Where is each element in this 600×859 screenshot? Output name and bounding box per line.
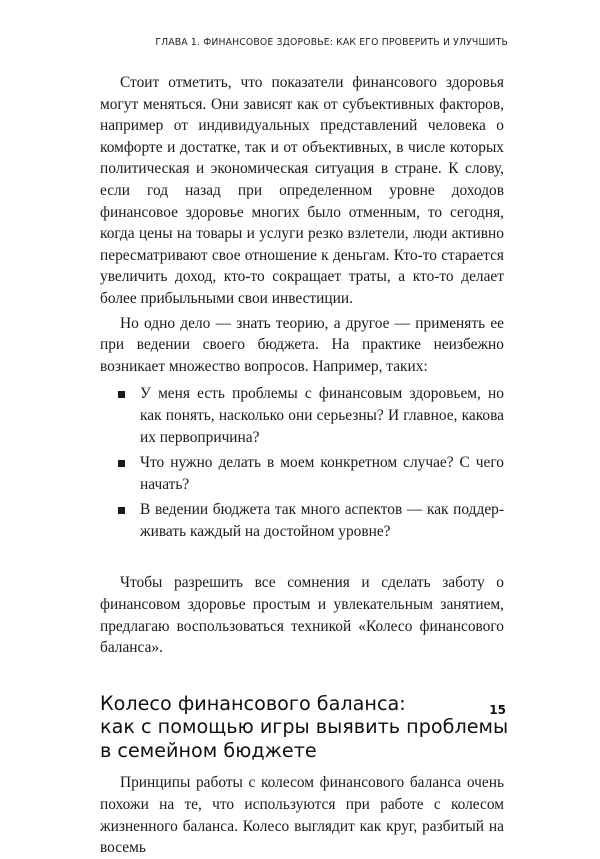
list-item-text: Что нужно делать в моем конкретном случае? С чего начать? xyxy=(140,454,504,493)
square-bullet-icon xyxy=(118,507,125,514)
paragraph-2: Но одно дело — знать теорию, а другое — применять ее при ведении своего бюджета. На практике неизбежно возникает множество вопросов. Например, таких: xyxy=(100,314,504,375)
paragraph-3: Чтобы разрешить все сомнения и сделать заботу о финансовом здоровье простым и увлекательным занятием, предлагаю воспользоваться техникой «Колесо финансового баланса». xyxy=(100,574,504,657)
list-item xyxy=(100,383,504,448)
running-header: ГЛАВА 1. ФИНАНСОВОЕ ЗДОРОВЬЕ: КАК ЕГО ПРОВЕРИТЬ И УЛУЧШИТЬ xyxy=(155,37,508,48)
list-item xyxy=(100,452,504,495)
square-bullet-icon xyxy=(118,460,125,467)
paragraph-4: Принципы работы с колесом финансового баланса очень похожи на те, что используются при работе с колесом жизненного баланса. Колесо выглядит как круг, разбитый на восемь xyxy=(100,774,504,857)
section-heading xyxy=(100,691,509,763)
paragraph-1: Стоит отметить, что показатели финансового здоровья могут меняться. Они зависят как от субъективных факторов, например от индивидуальных представлений человека о комфорте и достатке, так и от объективных, в числе которых политическая и экономическая ситуация в стране. К слову, если год назад при определенном уровне доходов финансовое здоровье многих было отменным, то сегодня, когда цены на товары и услуги резко взлетели, люди активно пересматривают свое отношение к деньгам. Кто-то старается увеличить доход, кто-то сокращает траты, а кто-то делает более прибыльными свои инвестиции. xyxy=(100,74,504,307)
section-heading-line: в семейном бюджете xyxy=(100,738,317,762)
square-bullet-icon xyxy=(118,391,125,398)
list-item-text: У меня есть проблемы с финансовым здоровьем, но как понять, насколько они серьезны? И главное, какова их первопричина? xyxy=(140,385,504,446)
list-item-text: В ведении бюджета так много аспектов — как поддерживать каждый на достойном уровне? xyxy=(140,501,504,540)
question-list xyxy=(100,383,504,542)
text-column xyxy=(100,72,509,859)
page-number: 15 xyxy=(489,703,506,717)
list-item xyxy=(100,499,504,542)
section-heading-line: как с помощью игры выявить проблемы xyxy=(100,715,509,739)
section-heading-line: Колесо финансового баланса: xyxy=(100,691,406,715)
